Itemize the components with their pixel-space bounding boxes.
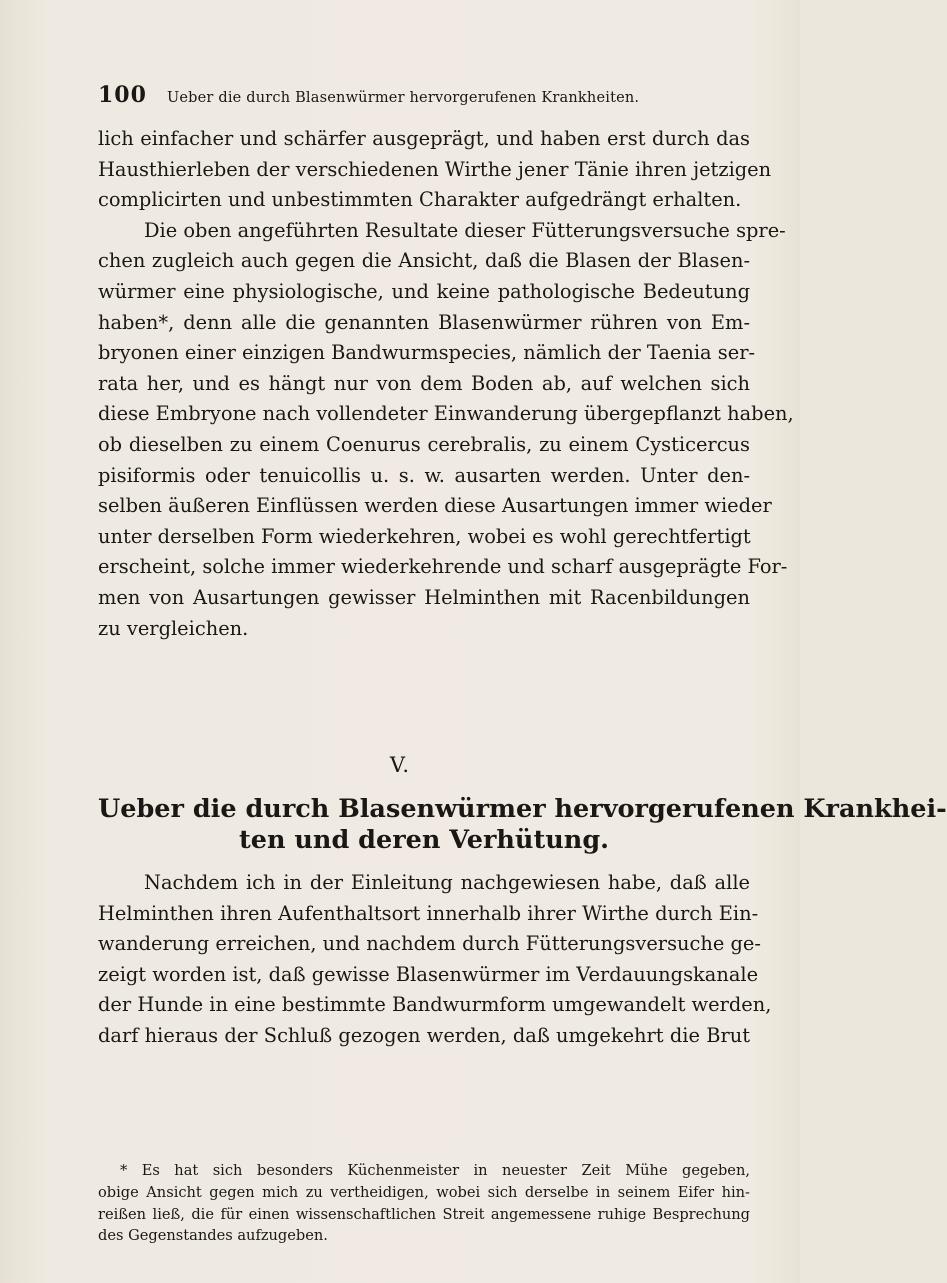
footnote-line: obige Ansicht gegen mich zu vertheidigen, wobei sich derselbe in seinem Eifer hin-	[98, 1183, 750, 1201]
section-paragraph	[98, 868, 772, 1052]
text-line: wanderung erreichen, und nachdem durch Fütterungsversuche ge-	[98, 932, 761, 956]
section-number: V.	[389, 753, 411, 777]
text-line: diese Embryone nach vollendeter Einwanderung übergepflanzt haben,	[98, 402, 794, 426]
text-line: erscheint, solche immer wiederkehrende und scharf ausgeprägte For-	[98, 555, 788, 579]
text-line: würmer eine physiologische, und keine pathologische Bedeutung	[98, 279, 750, 303]
text-line: Hausthierleben der verschiedenen Wirthe jener Tänie ihren jetzigen	[98, 157, 772, 181]
footnote	[98, 1160, 750, 1247]
text-line: zu vergleichen.	[98, 616, 249, 640]
text-line: der Hunde in eine bestimmte Bandwurmform umgewandelt werden,	[98, 993, 772, 1017]
page-header	[98, 82, 738, 112]
text-line: bryonen einer einzigen Bandwurmspecies, nämlich der Taenia ser-	[98, 341, 756, 365]
text-line: pisiformis oder tenuicollis u. s. w. ausarten werden. Unter den-	[98, 463, 750, 487]
section-title-line: Ueber die durch Blasenwürmer hervorgerufenen Krankhei-	[98, 794, 947, 824]
footnote-line: * Es hat sich besonders Küchenmeister in neuester Zeit Mühe gegeben,	[120, 1162, 750, 1179]
text-line: zeigt worden ist, daß gewisse Blasenwürmer im Verdauungskanale	[98, 962, 759, 986]
text-line: selben äußeren Einflüssen werden diese Ausartungen immer wieder	[98, 494, 772, 518]
text-line: lich einfacher und schärfer ausgeprägt, und haben erst durch das	[98, 127, 750, 150]
text-line: unter derselben Form wiederkehren, wobei es wohl gerechtfertigt	[98, 524, 751, 548]
text-line: men von Ausartungen gewisser Helminthen mit Racenbildungen	[98, 585, 750, 609]
paragraph-continuation	[98, 124, 794, 644]
footnote-line: reißen ließ, die für einen wissenschaftlichen Streit angemessene ruhige Besprechung	[98, 1205, 750, 1223]
text-line: ob dieselben zu einem Coenurus cerebralis, zu einem Cysticercus	[98, 432, 750, 456]
text-line: Helminthen ihren Aufenthaltsort innerhalb ihrer Wirthe durch Ein-	[98, 901, 759, 925]
section-title	[98, 792, 947, 855]
text-line: darf hieraus der Schluß gezogen werden, daß umgekehrt die Brut	[98, 1023, 750, 1047]
text-line: Die oben angeführten Resultate dieser Fütterungsversuche spre-	[144, 218, 786, 242]
text-line: complicirten und unbestimmten Charakter aufgedrängt erhalten.	[98, 188, 742, 212]
running-head: Ueber die durch Blasenwürmer hervorgerufenen Krankheiten.	[166, 90, 640, 106]
text-line: chen zugleich auch gegen die Ansicht, daß die Blasen der Blasen-	[98, 249, 750, 273]
footnote-line: des Gegenstandes aufzugeben.	[98, 1227, 328, 1245]
text-line: rata her, und es hängt nur von dem Boden ab, auf welchen sich	[98, 371, 750, 395]
section-title-line: ten und deren Verhütung.	[238, 824, 610, 855]
page-number: 100	[98, 82, 147, 108]
text-line: Nachdem ich in der Einleitung nachgewiesen habe, daß alle	[144, 871, 750, 894]
text-line: haben*, denn alle die genannten Blasenwürmer rühren von Em-	[98, 310, 750, 334]
